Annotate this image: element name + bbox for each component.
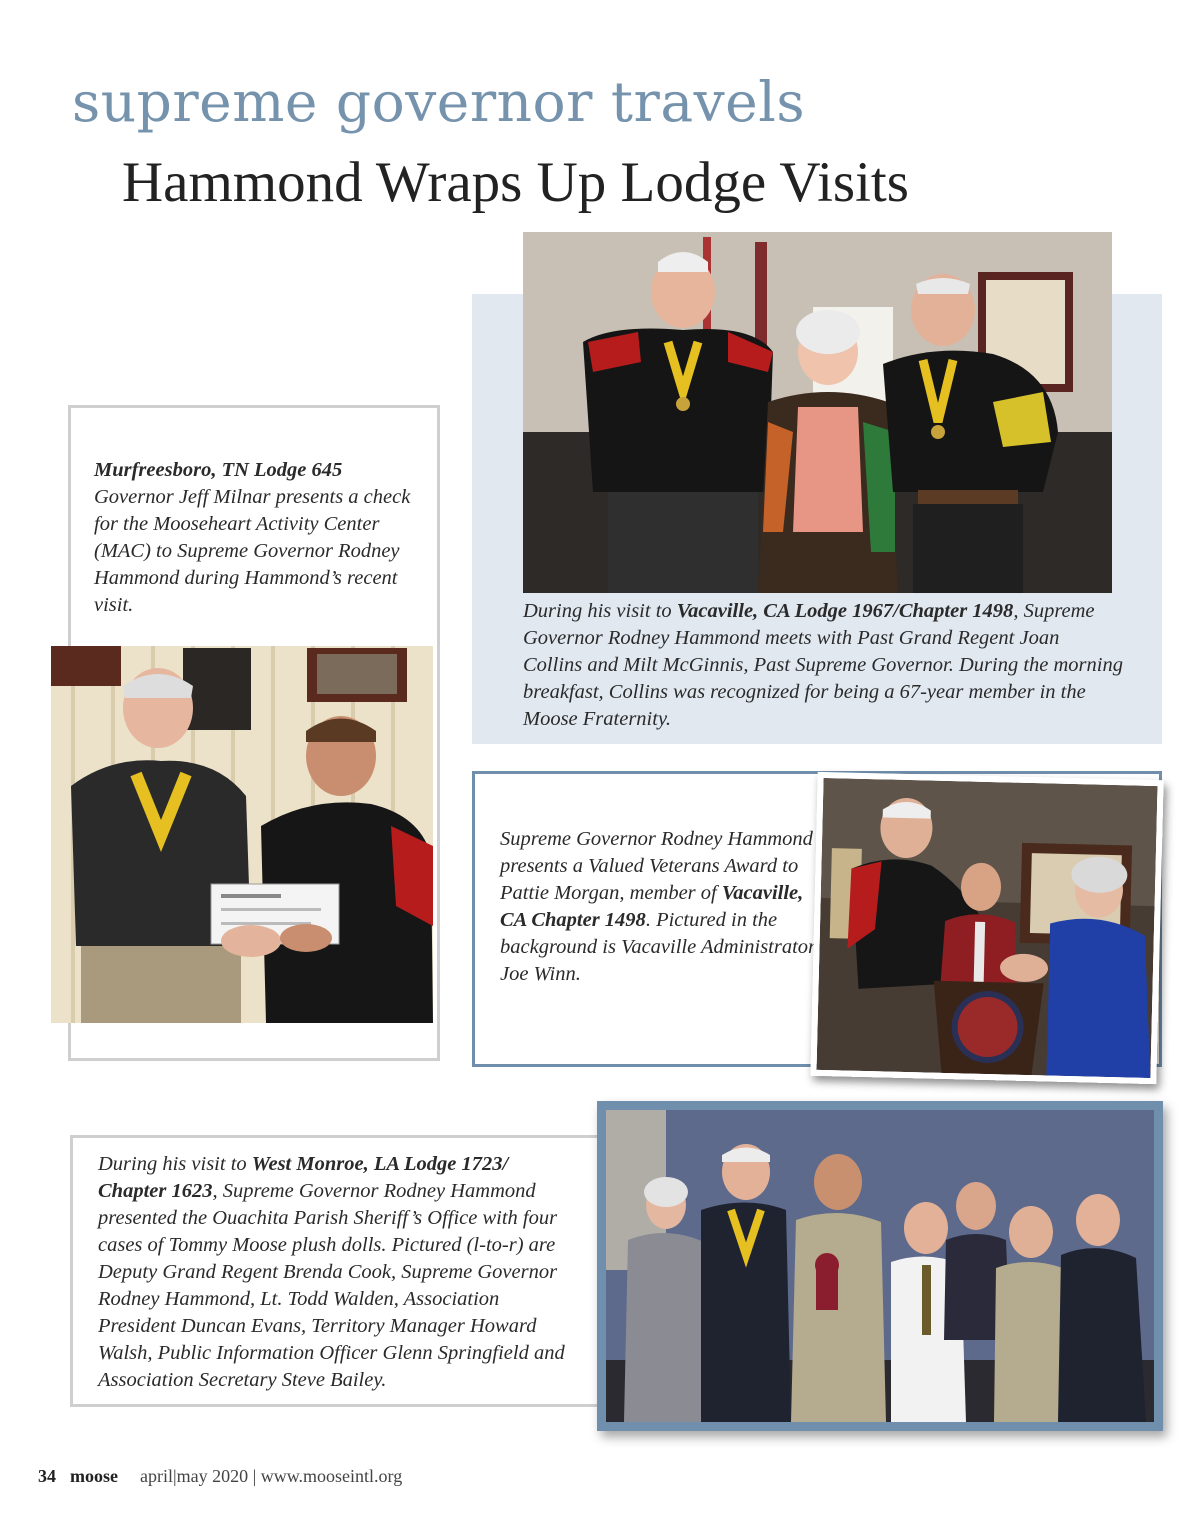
page-footer xyxy=(38,1466,402,1487)
caption-intro: Supreme Governor Rodney Hammond presents a Valued Veterans Award to Pattie Morgan, member of xyxy=(500,828,813,904)
photo-vacaville-lodge xyxy=(523,232,1112,593)
caption-vacaville-lodge xyxy=(523,598,1123,733)
caption-intro: During his visit to xyxy=(98,1153,247,1175)
caption-body: Governor Jeff Milnar presents a check for the Mooseheart Activity Center (MAC) to Supreme Governor Rodney Hammond during Hammond’s recent visit. xyxy=(94,486,411,616)
magazine-name: moose xyxy=(70,1466,118,1486)
photo-murfreesboro xyxy=(51,646,433,1023)
page-title: Hammond Wraps Up Lodge Visits xyxy=(122,151,909,214)
caption-rest: , Supreme Governor Rodney Hammond presented the Ouachita Parish Sheriff’s Office with four cases of Tommy Moose plush dolls. Pictured (l-to-r) are Deputy Grand Regent Brenda Cook, Supreme Governor Rodney Hammond, Lt. Todd Walden, Association President Duncan Evans, Territory Manager Howard Walsh, Public Information Officer Glenn Springfield and Association Secretary Steve Bailey. xyxy=(98,1180,565,1391)
page-number: 34 xyxy=(38,1466,56,1486)
website-link[interactable]: www.mooseintl.org xyxy=(260,1466,403,1486)
caption-murfreesboro xyxy=(94,457,424,619)
caption-title: Murfreesboro, TN Lodge 645 xyxy=(94,459,343,481)
caption-place: West Monroe, LA Lodge 1723/ Chapter 1623 xyxy=(98,1153,509,1202)
caption-west-monroe xyxy=(98,1151,580,1394)
caption-place: Vacaville, CA Lodge 1967/Chapter 1498 xyxy=(676,600,1014,622)
caption-rest: , Supreme Governor Rodney Hammond meets with Past Grand Regent Joan Collins and Milt McGinnis, Past Supreme Governor. During the morning breakfast, Collins was recognized for being a 67-year member in the Moose Fraternity. xyxy=(523,600,1123,730)
caption-intro: During his visit to xyxy=(523,600,672,622)
photo-vacaville-chapter xyxy=(810,772,1163,1084)
photo-west-monroe xyxy=(606,1110,1154,1422)
section-label: supreme governor travels xyxy=(72,70,806,134)
issue-date: april|may 2020 xyxy=(140,1466,249,1486)
footer-separator: | xyxy=(252,1466,257,1486)
caption-place: Vacaville, CA Chapter 1498 xyxy=(500,882,804,931)
caption-vacaville-chapter xyxy=(500,826,818,988)
caption-rest: . Pictured in the background is Vacaville Administrator Joe Winn. xyxy=(500,909,817,985)
